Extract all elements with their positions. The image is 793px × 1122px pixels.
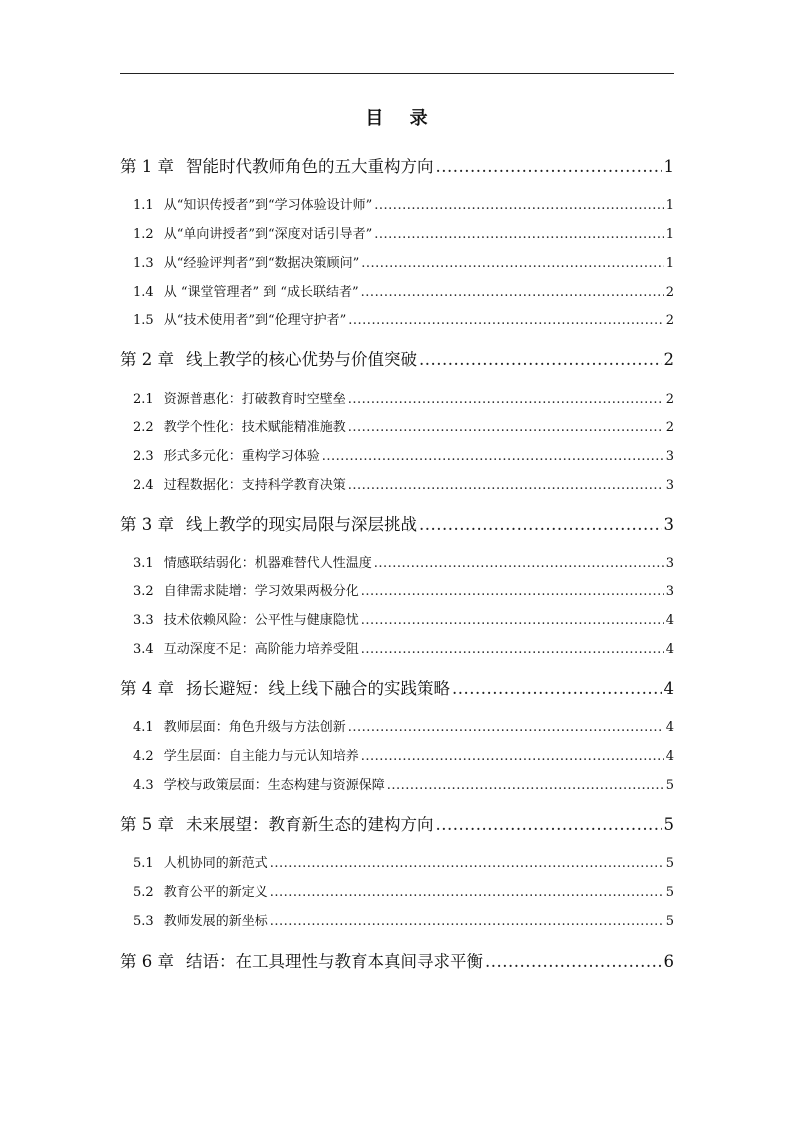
entry-page-number: 5 [665,914,674,929]
entry-title: 从“单向讲授者”到“深度对话引导者” [163,227,373,242]
toc-chapter-entry[interactable] [120,813,674,837]
dot-leader [419,513,662,537]
entry-number: 2.3 [133,449,154,464]
dot-leader [361,640,664,660]
entry-number: 4.2 [133,749,154,764]
entry-number: 1.3 [133,256,154,271]
entry-page-number: 3 [663,515,674,534]
dot-leader [485,950,662,974]
entry-title: 从“技术使用者”到“伦理守护者” [163,313,347,328]
entry-number: 第 6 章 [120,952,174,971]
dot-leader [374,196,663,216]
entry-page-number: 2 [665,392,674,407]
entry-page-number: 1 [665,198,674,213]
entry-page-number: 4 [665,642,674,657]
entry-number: 1.4 [133,285,154,300]
dot-leader [348,311,663,331]
entry-page-number: 4 [665,720,674,735]
toc-chapter-entry[interactable] [120,950,674,974]
entry-page-number: 5 [665,885,674,900]
entry-title: 形式多元化：重构学习体验 [163,449,320,464]
dot-leader [452,677,662,701]
entry-number: 3.2 [133,584,154,599]
entry-page-number: 3 [665,478,674,493]
entry-title: 教育公平的新定义 [163,885,268,900]
toc-section-entry[interactable] [133,747,674,767]
entry-page-number: 3 [665,449,674,464]
toc-section-entry[interactable] [133,254,674,274]
toc-section-entry[interactable] [133,912,674,932]
entry-page-number: 4 [665,613,674,628]
entry-title: 扬长避短：线上线下融合的实践策略 [186,679,450,698]
entry-title: 过程数据化：支持科学教育决策 [163,478,346,493]
entry-title: 学生层面：自主能力与元认知培养 [163,749,359,764]
toc-section-entry[interactable] [133,196,674,216]
entry-number: 1.2 [133,227,154,242]
entry-number: 第 4 章 [120,679,174,698]
header-rule [120,73,674,74]
entry-number: 4.1 [133,720,154,735]
toc-section-entry[interactable] [133,447,674,467]
entry-number: 第 5 章 [120,815,174,834]
dot-leader [361,254,663,274]
entry-page-number: 5 [665,778,674,793]
toc-section-entry[interactable] [133,611,674,631]
toc-section-entry[interactable] [133,854,674,874]
entry-number: 第 1 章 [120,157,174,176]
entry-title: 教师层面：角色升级与方法创新 [163,720,346,735]
entry-number: 5.3 [133,914,154,929]
entry-number: 1.5 [133,313,154,328]
toc-section-entry[interactable] [133,225,674,245]
entry-title: 互动深度不足：高阶能力培养受阻 [163,642,359,657]
dot-leader [348,390,664,410]
entry-number: 2.1 [133,392,154,407]
toc-chapter-entry[interactable] [120,513,674,537]
toc-section-entry[interactable] [133,718,674,738]
toc-section-entry[interactable] [133,283,674,303]
entry-title: 未来展望：教育新生态的建构方向 [186,815,434,834]
toc-section-entry[interactable] [133,640,674,660]
dot-leader [361,747,664,767]
entry-page-number: 1 [665,227,674,242]
entry-number: 第 3 章 [120,515,174,534]
toc-title: 目 录 [365,108,438,129]
entry-number: 5.2 [133,885,154,900]
entry-title: 从“经验评判者”到“数据决策顾问” [163,256,360,271]
entry-number: 1.1 [133,198,154,213]
entry-page-number: 2 [663,350,674,369]
toc-section-entry[interactable] [133,390,674,410]
toc-chapter-entry[interactable] [120,348,674,372]
entry-title: 结语：在工具理性与教育本真间寻求平衡 [186,952,483,971]
entry-number: 2.2 [133,420,154,435]
entry-title: 资源普惠化：打破教育时空壁垒 [163,392,346,407]
entry-page-number: 3 [665,556,674,571]
dot-leader [270,883,664,903]
toc-section-entry[interactable] [133,582,674,602]
entry-page-number: 3 [665,584,674,599]
dot-leader [270,854,664,874]
entry-page-number: 1 [663,157,674,176]
entry-title: 情感联结弱化：机器难替代人性温度 [163,556,372,571]
dot-leader [322,447,664,467]
dot-leader [361,582,664,602]
entry-number: 3.3 [133,613,154,628]
dot-leader [270,912,664,932]
toc-chapter-entry[interactable] [120,677,674,701]
entry-page-number: 2 [665,313,674,328]
entry-number: 5.1 [133,856,154,871]
entry-number: 3.1 [133,556,154,571]
toc-section-entry[interactable] [133,883,674,903]
toc-section-entry[interactable] [133,311,674,331]
entry-number: 3.4 [133,642,154,657]
dot-leader [348,476,664,496]
dot-leader [436,155,662,179]
dot-leader [361,611,664,631]
entry-page-number: 2 [665,420,674,435]
entry-title: 教学个性化：技术赋能精准施教 [163,420,346,435]
entry-title: 技术依赖风险：公平性与健康隐忧 [163,613,359,628]
dot-leader [374,225,663,245]
entry-title: 线上教学的核心优势与价值突破 [186,350,417,369]
entry-title: 学校与政策层面：生态构建与资源保障 [163,778,385,793]
dot-leader [374,554,664,574]
entry-page-number: 1 [665,256,674,271]
entry-page-number: 4 [663,679,674,698]
entry-title: 从 “课堂管理者” 到 “成长联结者” [163,285,359,300]
entry-page-number: 5 [665,856,674,871]
dot-leader [348,418,664,438]
entry-number: 4.3 [133,778,154,793]
entry-page-number: 5 [663,815,674,834]
toc-section-entry[interactable] [133,418,674,438]
entry-title: 自律需求陡增：学习效果两极分化 [163,584,359,599]
dot-leader [387,776,664,796]
entry-title: 教师发展的新坐标 [163,914,268,929]
toc-chapter-entry[interactable] [120,155,674,179]
entry-title: 从“知识传授者”到“学习体验设计师” [163,198,373,213]
dot-leader [361,283,664,303]
dot-leader [436,813,662,837]
entry-title: 线上教学的现实局限与深层挑战 [186,515,417,534]
entry-page-number: 4 [665,749,674,764]
entry-number: 第 2 章 [120,350,174,369]
entry-page-number: 2 [665,285,674,300]
toc-section-entry[interactable] [133,554,674,574]
entry-number: 2.4 [133,478,154,493]
entry-title: 智能时代教师角色的五大重构方向 [186,157,434,176]
toc-section-entry[interactable] [133,776,674,796]
dot-leader [419,348,662,372]
entry-title: 人机协同的新范式 [163,856,268,871]
dot-leader [348,718,664,738]
entry-page-number: 6 [663,952,674,971]
toc-section-entry[interactable] [133,476,674,496]
